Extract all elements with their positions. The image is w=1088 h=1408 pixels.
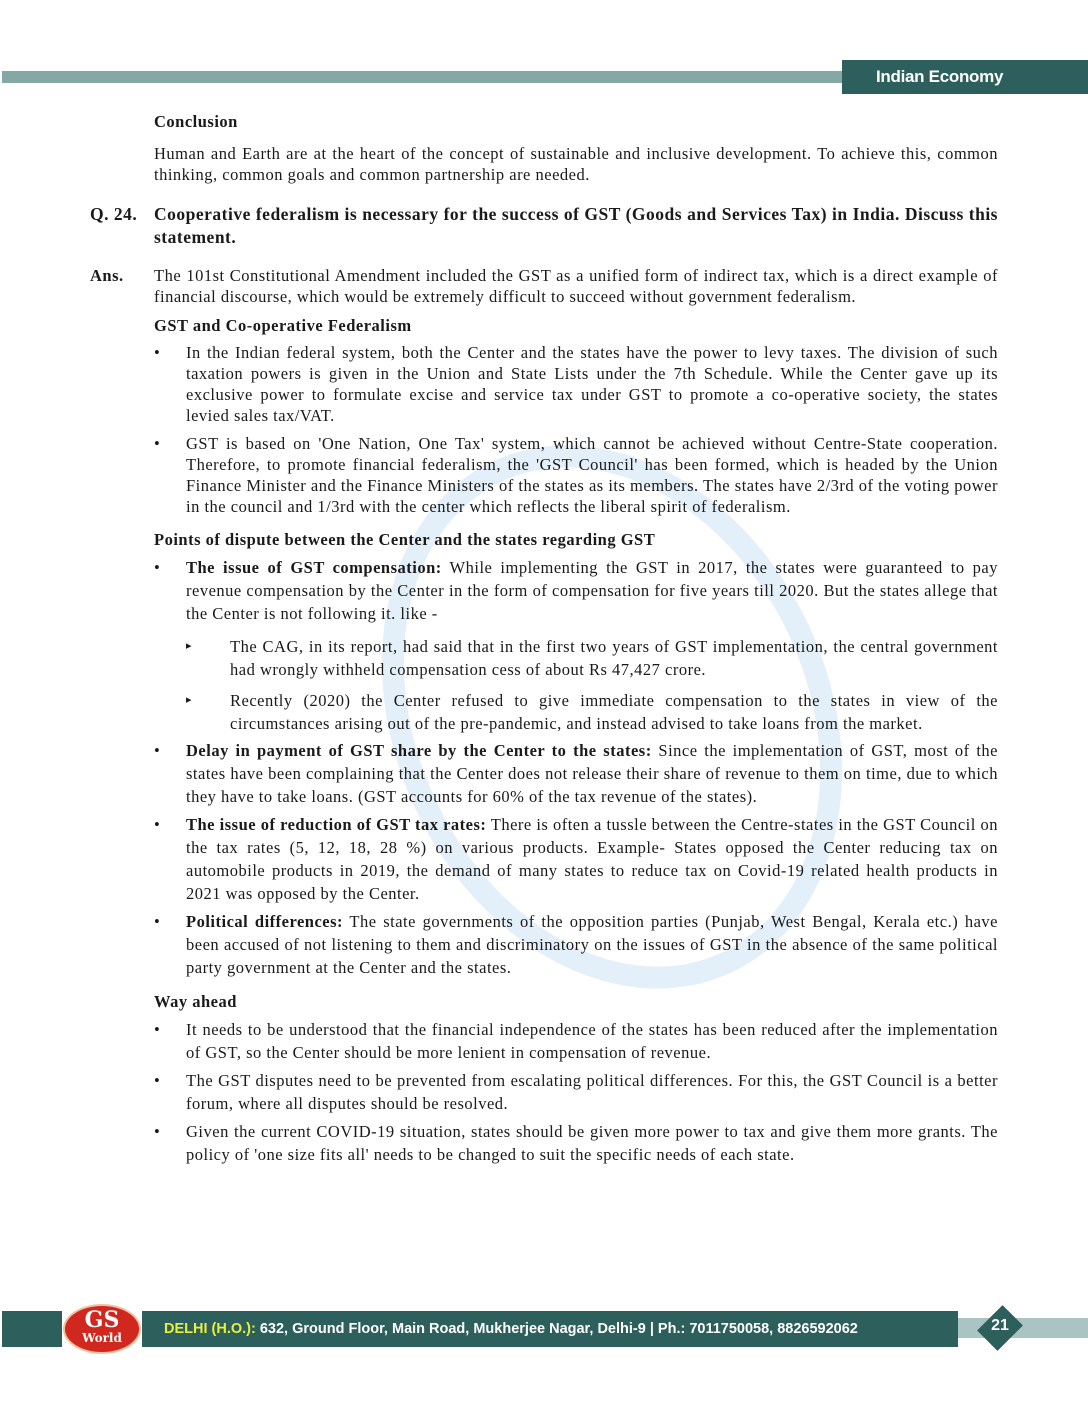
arrow-bullet-icon: ▸ [186, 640, 193, 652]
header-rule [2, 71, 844, 83]
list-item-text: There is often a tussle between the Centre-states in the GST Council on the tax rates (5, 12, 18, 28 %) on various products. Example- States opposed the Center reducing tax on automobile products in 2019, the demand of many states to reduce tax on Covid-19 related health products in 2021 was opposed by the Center. [186, 815, 998, 903]
conclusion-text: Human and Earth are at the heart of the concept of sustainable and inclusive development. To achieve this, common thinking, common goals and common partnership are needed. [154, 144, 998, 184]
list-item-title: Political differences: [186, 912, 344, 931]
bullet-icon: • [154, 815, 161, 834]
list-item [154, 433, 998, 517]
bullet-icon: • [154, 558, 161, 577]
sub-list-item [186, 689, 998, 735]
bullet-icon: • [154, 1071, 161, 1090]
bullet-icon: • [154, 434, 161, 453]
list-item-text: In the Indian federal system, both the Center and the states have the power to levy taxes. The division of such taxation powers is given in the Union and State Lists under the 7th Schedule. While the Center gave up its exclusive power to formulate excise and service tax under GST to promote a co-operative society, the states levied sales tax/VAT. [186, 343, 998, 425]
list-item-text: Given the current COVID-19 situation, states should be given more power to tax and give them more grants. The policy of 'one size fits all' needs to be changed to suit the specific needs of each state. [186, 1122, 998, 1164]
list-item-text: While implementing the GST in 2017, the states were guaranteed to pay revenue compensation by the Center in the form of compensation for five years till 2020. But the states allege that the Center is not following it. like - [186, 558, 998, 623]
question-number: Q. 24. [90, 204, 138, 224]
question-text: Cooperative federalism is necessary for the success of GST (Goods and Services Tax) in India. Discuss this statement. [154, 204, 998, 247]
page-number: 21 [991, 1317, 1009, 1334]
sub-list-item-text: Recently (2020) the Center refused to give immediate compensation to the states in view of the circumstances arising out of the pre-pandemic, and instead advised to take loans from the market. [230, 691, 998, 733]
list-item [154, 342, 998, 426]
list-item [154, 910, 998, 979]
answer-intro-text: The 101st Constitutional Amendment included the GST as a unified form of indirect tax, which is a direct example of financial discourse, which would be extremely difficult to succeed without government federalism. [154, 266, 998, 306]
list-item [154, 1120, 998, 1166]
bullet-icon: • [154, 1122, 161, 1141]
question [90, 203, 998, 249]
list-item [154, 1018, 998, 1064]
section-heading: Points of dispute between the Center and the states regarding GST [154, 530, 656, 549]
bullet-icon: • [154, 1020, 161, 1039]
footer-address-bar [142, 1311, 958, 1347]
list-item-title: Delay in payment of GST share by the Center to the states: [186, 741, 652, 760]
section-heading: GST and Co-operative Federalism [154, 316, 412, 335]
sub-list-item [186, 635, 998, 681]
section-heading: Way ahead [154, 992, 237, 1011]
list-item-title: The issue of GST compensation: [186, 558, 442, 577]
header-section-title: Indian Economy [842, 60, 1088, 94]
list-item-text: Since the implementation of GST, most of the states have been complaining that the Center does not release their share of revenue to them on time, due to which they have to take loans. (GST accounts for 60% of the tax revenue of the states). [186, 741, 998, 806]
list-item [154, 739, 998, 808]
sub-list-item-text: The CAG, in its report, had said that in the first two years of GST implementation, the central government had wrongly withheld compensation cess of about Rs 47,427 crore. [230, 637, 998, 679]
conclusion-heading: Conclusion [154, 112, 238, 131]
bullet-icon: • [154, 912, 161, 931]
bullet-icon: • [154, 741, 161, 760]
answer-label: Ans. [90, 266, 124, 285]
office-label: DELHI (H.O.): [164, 1321, 256, 1337]
arrow-bullet-icon: ▸ [186, 694, 193, 706]
list-item [154, 813, 998, 905]
bullet-icon: • [154, 343, 161, 362]
footer-address: 632, Ground Floor, Main Road, Mukherjee Nagar, Delhi-9 | Ph.: 7011750058, 8826592062 [255, 1321, 858, 1337]
list-item-text: The state governments of the opposition parties (Punjab, West Bengal, Kerala etc.) have been accused of not listening to them and discriminatory on the issues of GST in the absence of the same political party government at the Center and the states. [186, 912, 998, 977]
logo-text: GS [84, 1307, 120, 1333]
list-item-text: GST is based on 'One Nation, One Tax' system, which cannot be achieved without Centre-State cooperation. Therefore, to promote financial federalism, the 'GST Council' has been formed, which is headed by the Union Finance Minister and the Finance Ministers of the states as its members. The states have 2/3rd of the voting power in the council and 1/3rd with the center which reflects the liberal spirit of federalism. [186, 434, 998, 516]
page-number-badge [975, 1303, 1025, 1353]
list-item [154, 556, 998, 625]
list-item [154, 1069, 998, 1115]
list-item-text: It needs to be understood that the financial independence of the states has been reduced after the implementation of GST, so the Center should be more lenient in compensation of revenue. [186, 1020, 998, 1062]
gs-world-logo [63, 1304, 141, 1354]
list-item-title: The issue of reduction of GST tax rates: [186, 815, 487, 834]
logo-subtext: World [82, 1331, 122, 1345]
page-content [90, 111, 998, 1166]
list-item-text: The GST disputes need to be prevented from escalating political differences. For this, the GST Council is a better forum, where all disputes should be resolved. [186, 1071, 998, 1113]
answer-intro [90, 265, 998, 307]
footer-left-band [2, 1311, 62, 1347]
